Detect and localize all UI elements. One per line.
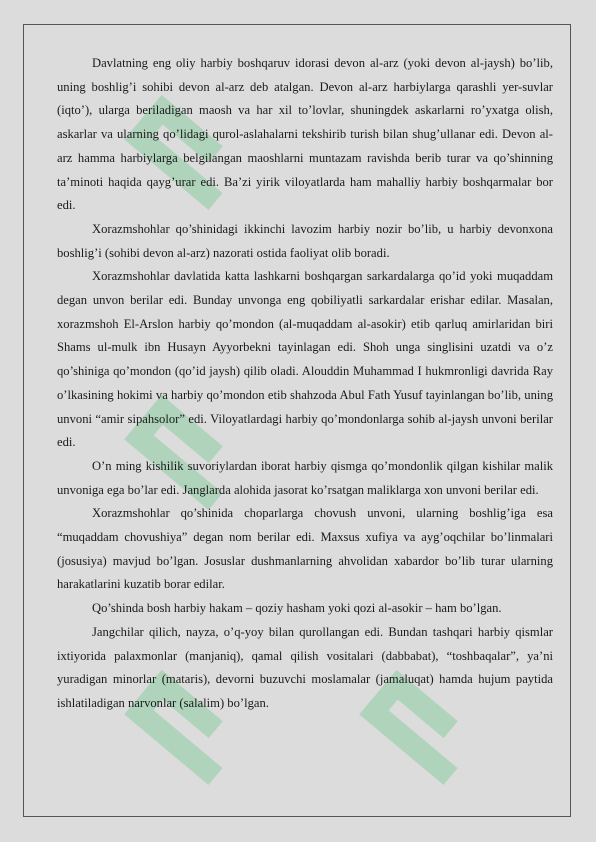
paragraph: Xorazmshohlar qo’shinidagi ikkinchi lavozim harbiy nozir bo’lib, u harbiy devonxona boshlig’i (sohibi devon al-arz) nazorati ostida faoliyat olib boradi.: [57, 221, 553, 260]
paragraph: Jangchilar qilich, nayza, o’q-yoy bilan qurollangan edi. Bundan tashqari harbiy qismlar ixtiyorida palaxmonlar (manjaniq), qamal qilish vositalari (dabbabat), “toshbaqalar”, ya’ni yuradigan minorlar (mataris), devorni buzuvchi moslamalar (jamaluqat) hamda hujum paytida ishlatiladigan narvonlar (salalim) bo’lgan.: [57, 624, 553, 710]
paragraph: Xorazmshohlar qo’shinida choparlarga chovush unvoni, ularning boshlig’iga esa “muqaddam chovushiya” degan nom berilar edi. Maxsus xufiya va ayg’oqchilar bo’linmalari (josusiya) mavjud bo’lgan. Josuslar dushmanlarning ahvolidan xabardor bo’lib turar ularning harakatlarini kuzatib borar edilar.: [57, 506, 553, 592]
body-text: [57, 52, 553, 716]
paragraph: O’n ming kishilik suvoriylardan iborat harbiy qismga qo’mondonlik qilgan kishilar malik unvoniga ega bo’lar edi. Janglarda alohida jasorat ko’rsatgan maliklarga xon unvoni berilar edi.: [57, 458, 553, 497]
paragraph: Qo’shinda bosh harbiy hakam – qoziy hasham yoki qozi al-asokir – ham bo’lgan.: [92, 601, 502, 616]
paragraph: Xorazmshohlar davlatida katta lashkarni boshqargan sarkardalarga qo’id yoki muqaddam degan unvon berilar edi. Bunday unvonga eng qobiliyatli sarkardalar erishar edilar. Masalan, xorazmshoh El-Arslon harbiy qo’mondon (al-muqaddam al-asokir) etib qarluq amirlaridan biri Shams ul-mulk ibn Husayn Ayyorbekni tayinlagan edi. Shoh unga singlisini uzatdi va o’z qo’shiniga qo’mondon (qo’id jaysh) qilib oladi. Alouddin Muhammad I hukmronligi davrida Ray o’lkasining hokimi va harbiy qo’mondon etib shahzoda Abul Fath Yusuf tayinlangan bo’lib, uning unvoni “amir sipahsolor” edi. Viloyatlardagi harbiy qo’mondonlarga sohib al-jaysh unvoni berilar edi.: [57, 269, 553, 450]
paragraph: Davlatning eng oliy harbiy boshqaruv idorasi devon al-arz (yoki devon al-jaysh) bo’lib, uning boshlig’i sohibi devon al-arz deb atalgan. Devon al-arz harbiylarga qarashli yer-suvlar (iqto’), ularga beriladigan maosh va har xil to’lovlar, shuningdek askarlarni ro’yxatga olish, askarlar va ularning qo’lidagi qurol-aslahalarni tekshirib turish bilan shug’ullanar edi. Devon al-arz hamma harbiylarga belgilangan maoshlarni muntazam ravishda berib turar va qo’shinning ta’minoti haqida qayg’urar edi. Ba’zi yirik viloyatlarda ham mahalliy harbiy boshqarmalar bor edi.: [57, 56, 553, 213]
